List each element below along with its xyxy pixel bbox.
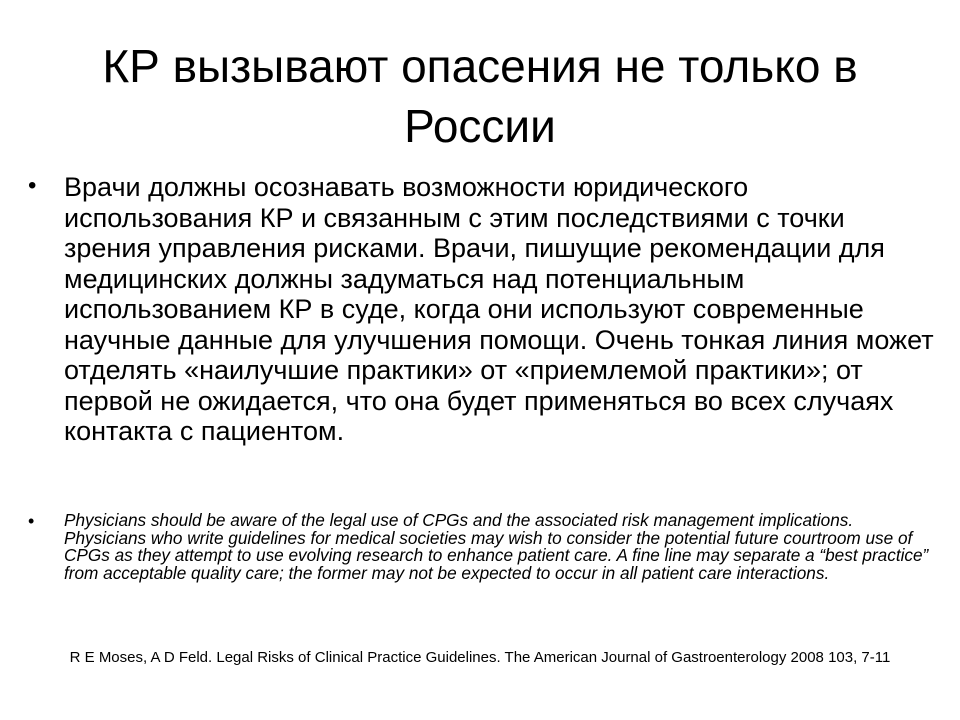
slide-title: КР вызывают опасения не только в России	[102, 40, 858, 152]
bullet-russian	[28, 172, 938, 447]
bullet-marker: •	[28, 172, 37, 199]
bullet-text-english: Physicians should be aware of the legal use of CPGs and the associated risk management implications. Physicians who write guidelines for medical societies may wish to consider the potential future courtroom use of CPGs as they attempt to use evolving research to enhance patient care. A fine line may separate a “best practice” from acceptable quality care; the former may not be expected to occur in all patient care interactions.	[64, 510, 929, 583]
citation: R E Moses, A D Feld. Legal Risks of Clinical Practice Guidelines. The American Journal of Gastroenterology 2008 103, 7-11	[69, 649, 891, 666]
bullet-english	[28, 512, 938, 582]
bullet-marker: •	[28, 511, 35, 531]
bullet-text-russian: Врачи должны осознавать возможности юридического использования КР и связанным с этим последствиями с точки зрения управления рисками. Врачи, пишущие рекомендации для медицинских должны задуматься над потенциальным использованием КР в суде, когда они используют современные научные данные для улучшения помощи. Очень тонкая линия может отделять «наилучшие практики» от «приемлемой практики»; от первой не ожидается, что она будет применяться во всех случаях контакта с пациентом.	[64, 172, 934, 446]
